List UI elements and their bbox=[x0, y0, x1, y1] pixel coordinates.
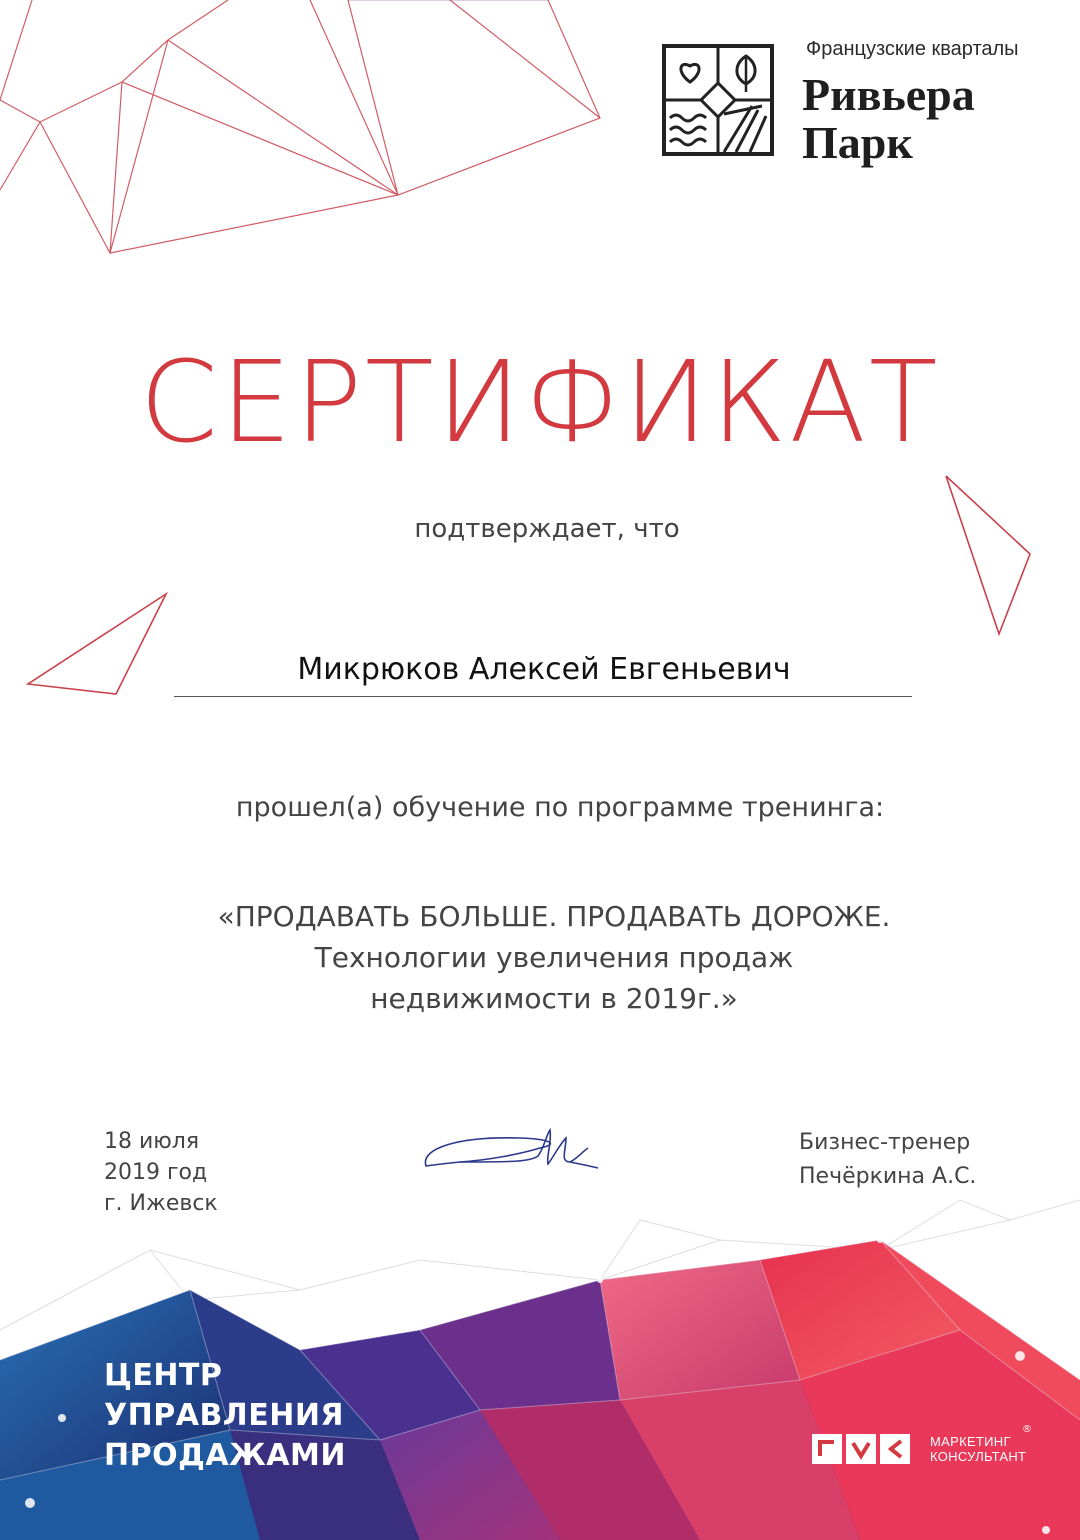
program-title bbox=[0, 896, 1080, 1019]
partner-line1: МАРКЕТИНГ bbox=[930, 1434, 1011, 1449]
program-line2: Технологии увеличения продаж bbox=[314, 941, 794, 974]
trainer-name: Печёркина А.С. bbox=[799, 1164, 977, 1189]
partner-line2: КОНСУЛЬТАНТ bbox=[930, 1449, 1027, 1464]
date-line1: 18 июля bbox=[104, 1129, 200, 1154]
center-line3: ПРОДАЖАМИ bbox=[104, 1438, 346, 1473]
certificate-title: СЕРТИФИКАТ bbox=[139, 338, 941, 468]
sales-center-title bbox=[104, 1356, 346, 1476]
waves-icon bbox=[670, 115, 706, 145]
confirms-text: подтверждает, что bbox=[414, 514, 680, 544]
center-line1: ЦЕНТР bbox=[104, 1358, 223, 1393]
riviera-park-logo bbox=[662, 44, 774, 156]
top-polygon-decoration bbox=[0, 0, 620, 270]
recipient-name: Микрюков Алексей Евгеньевич bbox=[297, 652, 791, 687]
marketing-consultant-logo bbox=[812, 1434, 914, 1468]
name-underline bbox=[174, 696, 912, 697]
brand-subtitle: Французские кварталы bbox=[806, 38, 1019, 60]
mk-letter-k-icon bbox=[880, 1434, 910, 1464]
signature bbox=[420, 1118, 610, 1188]
brand-name-line1: Ривьера bbox=[802, 69, 975, 120]
brand-name-line2: Парк bbox=[802, 117, 913, 168]
right-triangle-decoration bbox=[940, 470, 1040, 640]
leaf-icon bbox=[737, 56, 755, 92]
mk-letter-v-icon bbox=[846, 1434, 876, 1464]
mk-letter-g-icon bbox=[812, 1434, 842, 1464]
registered-mark: ® bbox=[1022, 1424, 1032, 1435]
date-line2: 2019 год bbox=[104, 1160, 208, 1185]
left-triangle-decoration bbox=[24, 588, 174, 698]
program-line3: недвижимости в 2019г.» bbox=[370, 982, 738, 1015]
marketing-consultant-text bbox=[930, 1434, 1026, 1464]
trainer-role: Бизнес-тренер bbox=[799, 1130, 971, 1155]
city-text: г. Ижевск bbox=[104, 1191, 218, 1216]
passed-training-text: прошел(а) обучение по программе тренинга: bbox=[235, 792, 885, 823]
center-line2: УПРАВЛЕНИЯ bbox=[104, 1398, 345, 1433]
program-line1: «ПРОДАВАТЬ БОЛЬШЕ. ПРОДАВАТЬ ДОРОЖЕ. bbox=[217, 900, 891, 933]
heart-icon bbox=[681, 64, 699, 82]
field-icon bbox=[724, 106, 766, 152]
